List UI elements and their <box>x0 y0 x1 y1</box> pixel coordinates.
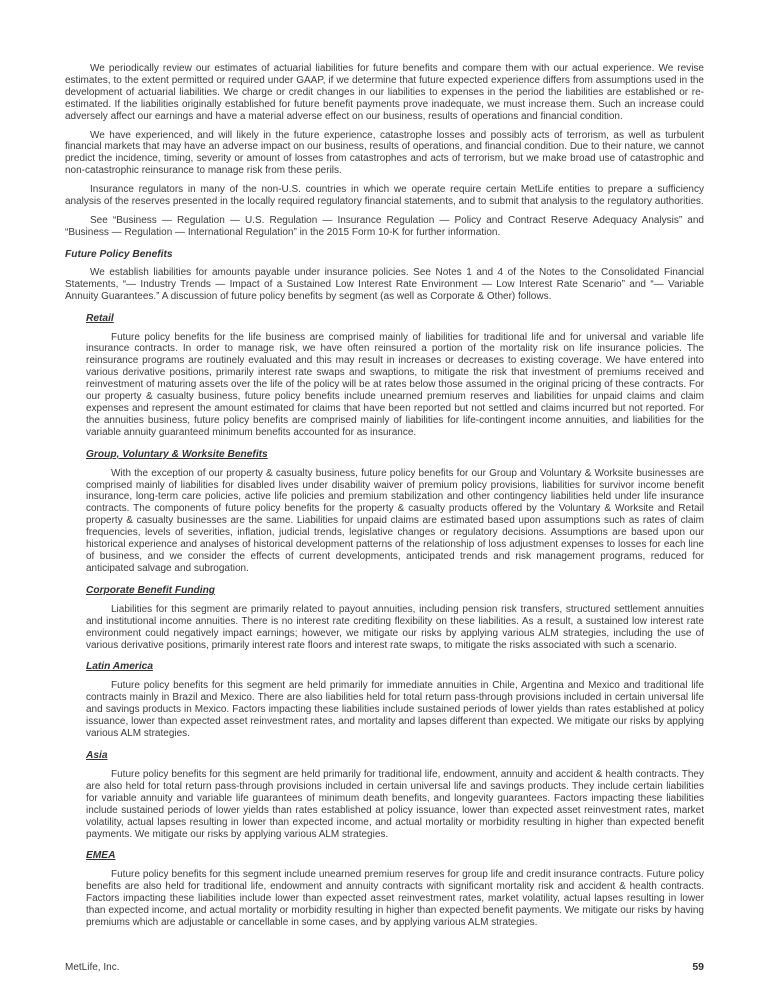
subsection-latin-america <box>86 661 704 740</box>
intro-paragraph-3: Insurance regulators in many of the non-U.S. countries in which we operate require certain MetLife entities to prepare a sufficiency analysis of the reserves presented in the locally required regulatory financial statements, and to submit that analysis to the regulatory authorities. <box>65 184 704 208</box>
subsection-corporate-benefit-funding <box>86 585 704 652</box>
section-heading-future-policy-benefits: Future Policy Benefits <box>65 248 173 260</box>
section-intro-paragraph: We establish liabilities for amounts payable under insurance policies. See Notes 1 and 4 of the Notes to the Consolidated Financial Statements, “— Industry Trends — Impact of a Sustained Low Interest Rate Environment — Low Interest Rate Scenario” and “— Variable Annuity Guarantees.” A discussion of future policy benefits by segment (as well as Corporate & Other) follows. <box>65 266 704 302</box>
page-content <box>65 63 704 936</box>
subsection-emea <box>86 850 704 929</box>
subsection-body-latin-america: Future policy benefits for this segment are held primarily for immediate annuities in Chile, Argentina and Mexico and traditional life contracts mainly in Brazil and Mexico. There are also liabilities held for total return pass-through provisions included in certain universal life and savings products in Mexico. Factors impacting these liabilities include sustained periods of lower yields than rates established at policy issuance, lower than expected asset reinvestment rates, and mortality and lapses different than expected. We mitigate our risks by applying various ALM strategies. <box>86 680 704 740</box>
intro-paragraph-1: We periodically review our estimates of actuarial liabilities for future benefits and compare them with our actual experience. We revise estimates, to the extent permitted or required under GAAP, if we determine that future expected experience differs from assumptions used in the development of actuarial liabilities. We charge or credit changes in our liabilities to expenses in the period the liabilities are established or re-estimated. If the liabilities originally established for future benefit payments prove inadequate, we must increase them. Such an increase could adversely affect our earnings and have a material adverse effect on our business, results of operations and financial condition. <box>65 63 704 122</box>
subsection-heading-corporate-benefit-funding: Corporate Benefit Funding <box>86 584 216 596</box>
subsection-heading-asia: Asia <box>86 749 108 761</box>
subsection-heading-group-voluntary-worksite-benefits: Group, Voluntary & Worksite Benefits <box>86 448 268 460</box>
subsection-heading-emea: EMEA <box>86 850 116 862</box>
subsection-body-group-voluntary-worksite-benefits: With the exception of our property & casualty business, future policy benefits for our Group and Voluntary & Worksite businesses are comprised mainly of liabilities for disabled lives under disability waiver of premium policy provisions, liabilities for survivor income benefit insurance, long-term care policies, active life policies and premium stabilization and other contingency liabilities held under life insurance contracts. The components of future policy benefits for the property & casualty products offered by the Voluntary & Worksite and Retail property & casualty businesses are the same. Liabilities for unpaid claims are estimated based upon assumptions such as rates of claim frequencies, levels of severities, inflation, judicial trends, legislative changes or regulatory decisions. Assumptions are based upon our historical experience and analyses of historical development patterns of the relationship of loss adjustment expenses to losses for each line of business, and we consider the effects of current developments, anticipated trends and risk management programs, reduced for anticipated salvage and subrogation. <box>86 467 704 574</box>
footer-company-name: MetLife, Inc. <box>65 962 120 973</box>
subsection-retail <box>86 313 704 439</box>
subsection-heading-latin-america: Latin America <box>86 661 153 673</box>
subsection-asia <box>86 750 704 840</box>
subsection-body-retail: Future policy benefits for the life business are comprised mainly of liabilities for traditional life and for universal and variable life insurance contracts. In order to manage risk, we have often reinsured a portion of the mortality risk on life insurance policies. The reinsurance programs are routinely evaluated and this may result in increases or decreases to existing coverage. We have entered into various derivative positions, primarily interest rate swaps and swaptions, to mitigate the risk that investment of premiums received and reinvestment of maturing assets over the life of the policy will be at rates below those assumed in the original pricing of these contracts. For our property & casualty business, future policy benefits include unearned premium reserves and liabilities for unpaid claims and claim expenses and represent the amount estimated for claims that have been reported but not settled and claims incurred but not reported. For the annuities business, future policy benefits are comprised mainly of liabilities for life-contingent income annuities, and liabilities for the variable annuity guaranteed minimum benefits accounted for as insurance. <box>86 331 704 438</box>
subsection-body-emea: Future policy benefits for this segment include unearned premium reserves for group life and credit insurance contracts. Future policy benefits are also held for traditional life, endowment and annuity contracts with significant mortality risk and accident & health contracts. Factors impacting these liabilities include lower than expected asset reinvestment rates, market volatility, actual lapses resulting in lower than expected income, and actual mortality or morbidity resulting in higher than expected benefit payments. We mitigate our risks by having premiums which are adjustable or cancellable in some cases, and by applying various ALM strategies. <box>86 869 704 929</box>
subsection-body-asia: Future policy benefits for this segment are held primarily for traditional life, endowment, annuity and accident & health contracts. They are also held for total return pass-through provisions included in certain universal life and savings products. They include certain liabilities for variable annuity and variable life guarantees of minimum death benefits, and longevity guarantees. Factors impacting these liabilities include sustained periods of lower yields than rates established at policy issuance, lower than expected asset reinvestment rates, market volatility, actual lapses resulting in lower than expected income, and actual mortality or morbidity resulting in higher than expected benefit payments. We mitigate our risks by applying various ALM strategies. <box>86 768 704 840</box>
subsection-body-corporate-benefit-funding: Liabilities for this segment are primarily related to payout annuities, including pension risk transfers, structured settlement annuities and institutional income annuities. There is no interest rate crediting flexibility on these liabilities. As a result, a sustained low interest rate environment could negatively impact earnings; however, we mitigate our risks by applying various ALM strategies, including the use of various derivative positions, primarily interest rate floors and interest rate swaps, to mitigate the risks associated with such a scenario. <box>86 603 704 651</box>
subsection-heading-retail: Retail <box>86 312 114 324</box>
intro-paragraph-4: See “Business — Regulation — U.S. Regulation — Insurance Regulation — Policy and Contract Reserve Adequacy Analysis” and “Business — Regulation — International Regulation” in the 2015 Form 10-K for further information. <box>65 214 704 238</box>
subsection-group-voluntary-worksite-benefits <box>86 449 704 575</box>
page-footer <box>65 961 704 973</box>
footer-page-number: 59 <box>692 961 704 973</box>
intro-paragraph-2: We have experienced, and will likely in the future experience, catastrophe losses and possibly acts of terrorism, as well as turbulent financial markets that may have an adverse impact on our business, results of operations, and financial condition. Due to their nature, we cannot predict the incidence, timing, severity or amount of losses from catastrophes and acts of terrorism, but we make broad use of catastrophic and non-catastrophic reinsurance to manage risk from these perils. <box>65 129 704 177</box>
